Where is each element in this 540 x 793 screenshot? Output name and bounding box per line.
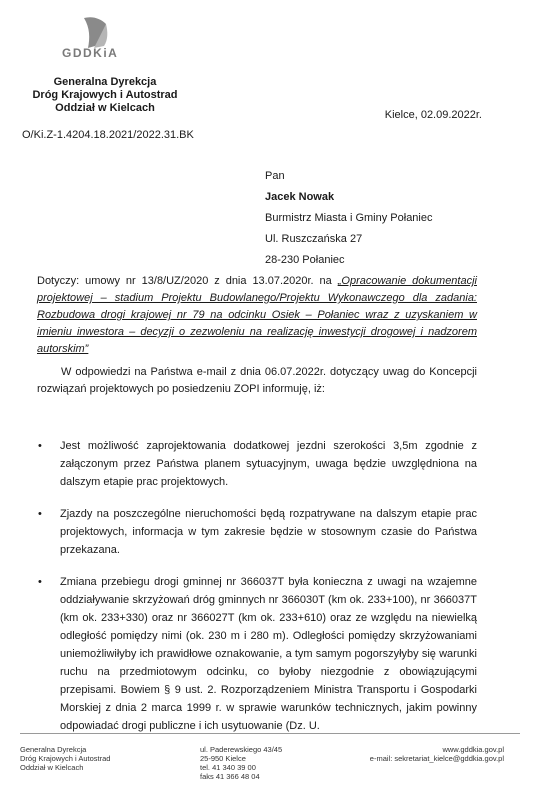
bullet-icon: • [38,508,42,520]
recipient-position: Burmistrz Miasta i Gminy Połaniec [265,212,433,224]
place-date: Kielce, 02.09.2022r. [384,109,482,121]
subject-label: Dotyczy: [37,275,80,287]
bullet-icon: • [38,440,42,452]
footer-address: ul. Paderewskiego 43/45 25-950 Kielce tel. 41 340 39 00 faks 41 366 48 04 [200,745,283,781]
recipient-name: Jacek Nowak [265,191,335,203]
subject-paragraph: Dotyczy: umowy nr 13/8/UZ/2020 z dnia 13.07.2020r. na „Opracowanie dokumentacji projektowej – stadium Projektu Budowlanego/Projektu Wykonawczego dla zadania: Rozbudowa drogi krajowej nr 79 na odcinku Osiek – Połaniec wraz z uzyskaniem w imieniu inwestora – decyzji o zezwoleniu na realizację inwestycji drogowej i nadzorem autorskim” [37,275,477,355]
list-item: • Jest możliwość zaprojektowania dodatkowej jezdni szerokości 3,5m zgodnie z załączonym przez Państwa planem sytuacyjnym, uwaga będzie uwzględniona na dalszym etapie prac projektowych. [37,437,477,491]
recipient-address [265,166,433,271]
recipient-salutation: Pan [265,170,285,182]
footer-email-link[interactable]: e-mail: sekretariat_kielce@gddkia.gov.pl [369,754,504,763]
sender-organization: Generalna Dyrekcja Dróg Krajowych i Autostrad Oddział w Kielcach [32,76,178,114]
footer-web-link[interactable]: www.gddkia.gov.pl [442,745,504,754]
recipient-city: 28-230 Połaniec [265,254,345,266]
footer-divider [20,733,520,734]
footer-organization: Generalna Dyrekcja Dróg Krajowych i Autostrad Oddział w Kielcach [20,745,111,772]
bullet-list [37,437,477,749]
reference-number: O/Ki.Z-1.4204.18.2021/2022.31.BK [22,129,194,141]
bullet-icon: • [38,576,42,588]
footer-contact [370,745,504,763]
subject-title: „Opracowanie dokumentacji projektowej – stadium Projektu Budowlanego/Projektu Wykonawczego dla zadania: Rozbudowa drogi krajowej nr 79 na odcinku Osiek – Połaniec wraz z uzyskaniem w imieniu inwestora – decyzji o zezwoleniu na realizację inwestycji drogowej i nadzorem autorskim” [37,275,477,355]
gddkia-logo-icon [62,14,134,70]
intro-paragraph: W odpowiedzi na Państwa e-mail z dnia 06.07.2022r. dotyczący uwag do Koncepcji rozwiązań projektowych po posiedzeniu ZOPI informuję, iż: [37,366,477,395]
recipient-street: Ul. Ruszczańska 27 [265,233,363,245]
list-item: • Zjazdy na poszczególne nieruchomości będą rozpatrywane na dalszym etapie prac projektowych, informacja w tym zakresie będzie w stosownym czasie do Państwa przekazana. [37,505,477,559]
logo-text: GDDKiA [62,46,119,60]
list-item: • Zmiana przebiegu drogi gminnej nr 366037T była konieczna z uwagi na wzajemne oddziaływanie skrzyżowań dróg gminnych nr 366030T (km ok. 233+100), nr 366037T (km ok. 233+330) oraz nr 366027T (km ok. 233+610) oraz ze względu na niewielką odległość pomiędzy nimi (ok. 230 m i 280 m). Odległości pomiędzy skrzyżowaniami uniemożliwiłyby ich prawidłowe oznakowanie, a tym samym pogorszyłyby się warunki ruchu na przedmiotowym odcinku, co byłoby niezgodnie z obowiązującymi przepisami. Bowiem § 9 ust. 2. Rozporządzeniem Ministra Transportu i Gospodarki Morskiej z dnia 2 marca 1999 r. w sprawie warunków technicznych, jakim powinny odpowiadać drogi publiczne i ich usytuowanie (Dz. U. [37,573,477,735]
